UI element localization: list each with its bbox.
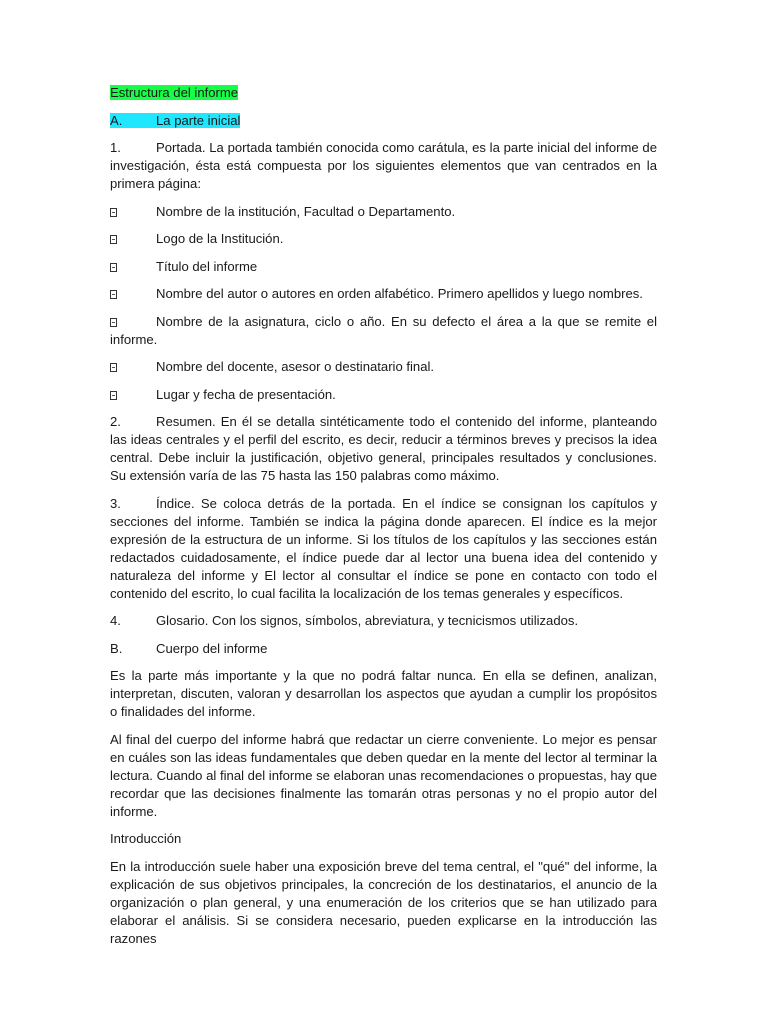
missing-glyph-bullet-icon	[110, 263, 117, 272]
bullet-text: Nombre del autor o autores en orden alfabético. Primero apellidos y luego nombres.	[156, 286, 643, 301]
item-2-paragraph	[110, 413, 657, 485]
item-4-text: Glosario. Con los signos, símbolos, abreviatura, y tecnicismos utilizados.	[156, 613, 579, 628]
section-b-letter: B.	[110, 640, 123, 656]
document-heading	[110, 84, 657, 102]
section-b-heading	[110, 640, 657, 658]
item-4-paragraph	[110, 612, 657, 630]
bullet-item	[110, 386, 657, 404]
bullet-item	[110, 285, 657, 303]
missing-glyph-bullet-icon	[110, 208, 117, 217]
item-1-number: 1.	[110, 140, 121, 155]
item-3-paragraph	[110, 495, 657, 603]
item-3-number: 3.	[110, 495, 121, 511]
section-a-letter: A.	[110, 112, 123, 128]
bullet-text: Nombre del docente, asesor o destinatario final.	[156, 359, 435, 374]
missing-glyph-bullet-icon	[110, 391, 117, 400]
bullet-item	[110, 258, 657, 276]
bullet-text: Lugar y fecha de presentación.	[156, 386, 336, 402]
bullet-text: Logo de la Institución.	[156, 231, 284, 246]
item-2-text: Resumen. En él se detalla sintéticamente todo el contenido del informe, planteando las ideas centrales y el perfil del escrito, es decir, reducir a términos breves y precisos la idea central. Debe incluir la justificación, objetivo general, principales resultados y conclusiones. Su extensión varía de las 75 hasta las 150 palabras como máximo.	[110, 414, 657, 483]
section-a-highlight	[110, 113, 240, 128]
body-paragraph-1: Es la parte más importante y la que no podrá faltar nunca. En ella se definen, analizan, interpretan, discuten, valoran y desarrollan los aspectos que ayudan a cumplir los propósitos o finalidades del informe.	[110, 668, 657, 719]
heading-highlight: Estructura del informe	[110, 85, 239, 100]
missing-glyph-bullet-icon	[110, 235, 117, 244]
missing-glyph-bullet-icon	[110, 363, 117, 372]
section-b-title: Cuerpo del informe	[156, 640, 268, 656]
item-1-paragraph	[110, 139, 657, 193]
item-2-number: 2.	[110, 414, 121, 429]
bullet-text: Título del informe	[156, 258, 258, 274]
section-a-heading	[110, 112, 657, 130]
item-1-text: Portada. La portada también conocida como carátula, es la parte inicial del informe de investigación, ésta está compuesta por los siguientes elementos que van centrados en la primera página:	[110, 140, 657, 191]
section-a-title: La parte inicial	[156, 112, 241, 128]
introduction-heading: Introducción	[110, 831, 182, 846]
bullet-item	[110, 203, 657, 221]
bullet-item	[110, 230, 657, 248]
document-page	[110, 84, 657, 957]
missing-glyph-bullet-icon	[110, 318, 117, 327]
item-4-number: 4.	[110, 613, 121, 628]
missing-glyph-bullet-icon	[110, 290, 117, 299]
bullet-text: Nombre de la institución, Facultad o Departamento.	[156, 203, 456, 219]
item-3-text: Índice. Se coloca detrás de la portada. En el índice se consignan los capítulos y secciones del informe. También se indica la página donde aparecen. El índice es la mejor expresión de la estructura de un informe. Si los títulos de los capítulos y las secciones están redactados cuidadosamente, el índice puede dar al lector una buena idea del contenido y naturaleza del informe y El lector al consultar el índice se pone en contacto con todo el contenido del escrito, lo cual facilita la localización de los temas generales y específicos.	[110, 495, 657, 601]
bullet-item	[110, 313, 657, 349]
body-paragraph-2: Al final del cuerpo del informe habrá que redactar un cierre conveniente. Lo mejor es pensar en cuáles son las ideas fundamentales que deben quedar en la mente del lector al terminar la lectura. Cuando al final del informe se elaboran unas recomendaciones o propuestas, hay que recordar que las decisiones finalmente las tomarán otras personas y no el propio autor del informe.	[110, 731, 657, 819]
bullet-text: Nombre de la asignatura, ciclo o año. En su defecto el área a la que se remite el informe.	[110, 313, 657, 347]
bullet-item	[110, 358, 657, 376]
introduction-paragraph: En la introducción suele haber una exposición breve del tema central, el "qué" del informe, la explicación de sus objetivos principales, la concreción de los destinatarios, el anuncio de la organización o plan general, y una enumeración de los criterios que se han utilizado para elaborar el análisis. Si se considera necesario, pueden explicarse en la introducción las razones	[110, 858, 657, 946]
